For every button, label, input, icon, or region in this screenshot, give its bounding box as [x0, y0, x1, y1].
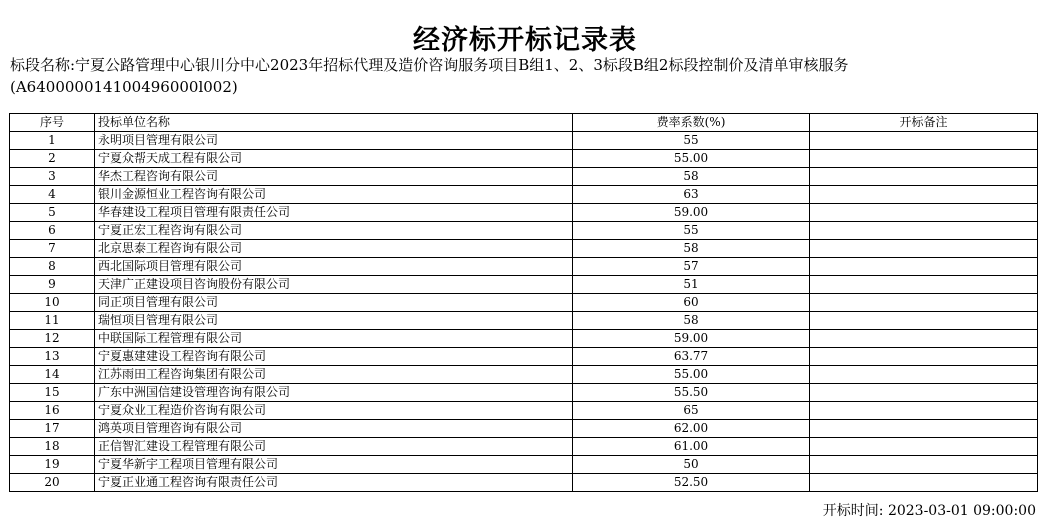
row-rate: 61.00 [573, 438, 810, 456]
row-seq: 9 [10, 276, 95, 294]
row-note [810, 420, 1038, 438]
row-rate: 55.00 [573, 150, 810, 168]
row-seq: 10 [10, 294, 95, 312]
header-seq: 序号 [10, 114, 95, 132]
row-seq: 1 [10, 132, 95, 150]
row-bidder-name: 宁夏惠建建设工程咨询有限公司 [95, 348, 573, 366]
row-bidder-name: 北京思泰工程咨询有限公司 [95, 240, 573, 258]
row-note [810, 168, 1038, 186]
row-note [810, 294, 1038, 312]
row-note [810, 474, 1038, 492]
row-note [810, 438, 1038, 456]
row-note [810, 312, 1038, 330]
table-row [10, 420, 1038, 438]
row-bidder-name: 永明项目管理有限公司 [95, 132, 573, 150]
header-note: 开标备注 [810, 114, 1038, 132]
table-row [10, 348, 1038, 366]
row-seq: 13 [10, 348, 95, 366]
table-header-row [10, 114, 1038, 132]
row-seq: 18 [10, 438, 95, 456]
row-seq: 14 [10, 366, 95, 384]
row-note [810, 330, 1038, 348]
row-note [810, 186, 1038, 204]
bid-opening-table [9, 113, 1038, 492]
row-bidder-name: 瑞恒项目管理有限公司 [95, 312, 573, 330]
row-rate: 58 [573, 168, 810, 186]
row-rate: 65 [573, 402, 810, 420]
row-bidder-name: 宁夏华新宇工程项目管理有限公司 [95, 456, 573, 474]
row-bidder-name: 同正项目管理有限公司 [95, 294, 573, 312]
table-row [10, 132, 1038, 150]
row-note [810, 240, 1038, 258]
table-row [10, 240, 1038, 258]
row-rate: 58 [573, 312, 810, 330]
table-row [10, 474, 1038, 492]
row-bidder-name: 华春建设工程项目管理有限责任公司 [95, 204, 573, 222]
table-row [10, 150, 1038, 168]
row-seq: 19 [10, 456, 95, 474]
row-seq: 2 [10, 150, 95, 168]
row-bidder-name: 天津广正建设项目咨询股份有限公司 [95, 276, 573, 294]
section-code: (A640000014100496000l002) [10, 78, 238, 96]
row-bidder-name: 宁夏众帮天成工程有限公司 [95, 150, 573, 168]
table-row [10, 258, 1038, 276]
row-bidder-name: 宁夏众业工程造价咨询有限公司 [95, 402, 573, 420]
open-time: 开标时间: 2023-03-01 09:00:00 [822, 503, 1036, 519]
row-bidder-name: 华杰工程咨询有限公司 [95, 168, 573, 186]
row-note [810, 276, 1038, 294]
row-seq: 17 [10, 420, 95, 438]
row-seq: 5 [10, 204, 95, 222]
row-seq: 6 [10, 222, 95, 240]
table-row [10, 384, 1038, 402]
row-rate: 59.00 [573, 330, 810, 348]
row-note [810, 366, 1038, 384]
section-name: 标段名称:宁夏公路管理中心银川分中心2023年招标代理及造价咨询服务项目B组1、2、3标段B组2标段控制价及清单审核服务 [10, 56, 849, 74]
row-rate: 55 [573, 132, 810, 150]
row-rate: 62.00 [573, 420, 810, 438]
row-seq: 15 [10, 384, 95, 402]
row-bidder-name: 西北国际项目管理有限公司 [95, 258, 573, 276]
row-seq: 4 [10, 186, 95, 204]
row-note [810, 384, 1038, 402]
table-row [10, 186, 1038, 204]
row-rate: 63 [573, 186, 810, 204]
table-row [10, 222, 1038, 240]
row-bidder-name: 宁夏正业通工程咨询有限责任公司 [95, 474, 573, 492]
table-row [10, 402, 1038, 420]
row-rate: 55 [573, 222, 810, 240]
row-rate: 50 [573, 456, 810, 474]
table-row [10, 204, 1038, 222]
row-bidder-name: 中联国际工程管理有限公司 [95, 330, 573, 348]
table-row [10, 312, 1038, 330]
row-note [810, 456, 1038, 474]
row-rate: 52.50 [573, 474, 810, 492]
row-note [810, 348, 1038, 366]
row-bidder-name: 银川金源恒业工程咨询有限公司 [95, 186, 573, 204]
row-rate: 60 [573, 294, 810, 312]
row-note [810, 132, 1038, 150]
row-seq: 3 [10, 168, 95, 186]
table-row [10, 366, 1038, 384]
row-bidder-name: 宁夏正宏工程咨询有限公司 [95, 222, 573, 240]
header-bidder-name: 投标单位名称 [95, 114, 573, 132]
row-note [810, 402, 1038, 420]
table-row [10, 294, 1038, 312]
row-seq: 11 [10, 312, 95, 330]
row-note [810, 258, 1038, 276]
row-bidder-name: 鸿英项目管理咨询有限公司 [95, 420, 573, 438]
table-row [10, 438, 1038, 456]
row-seq: 12 [10, 330, 95, 348]
page-title: 经济标开标记录表 [413, 25, 637, 56]
row-seq: 7 [10, 240, 95, 258]
row-seq: 20 [10, 474, 95, 492]
table-row [10, 168, 1038, 186]
row-note [810, 150, 1038, 168]
row-seq: 16 [10, 402, 95, 420]
row-rate: 57 [573, 258, 810, 276]
header-rate: 费率系数(%) [573, 114, 810, 132]
row-note [810, 204, 1038, 222]
row-bidder-name: 广东中洲国信建设管理咨询有限公司 [95, 384, 573, 402]
row-note [810, 222, 1038, 240]
row-rate: 55.00 [573, 366, 810, 384]
table-row [10, 276, 1038, 294]
row-bidder-name: 正信智汇建设工程管理有限公司 [95, 438, 573, 456]
table-row [10, 456, 1038, 474]
row-rate: 63.77 [573, 348, 810, 366]
row-rate: 51 [573, 276, 810, 294]
table-row [10, 330, 1038, 348]
row-rate: 55.50 [573, 384, 810, 402]
row-rate: 59.00 [573, 204, 810, 222]
row-seq: 8 [10, 258, 95, 276]
row-rate: 58 [573, 240, 810, 258]
row-bidder-name: 江苏雨田工程咨询集团有限公司 [95, 366, 573, 384]
